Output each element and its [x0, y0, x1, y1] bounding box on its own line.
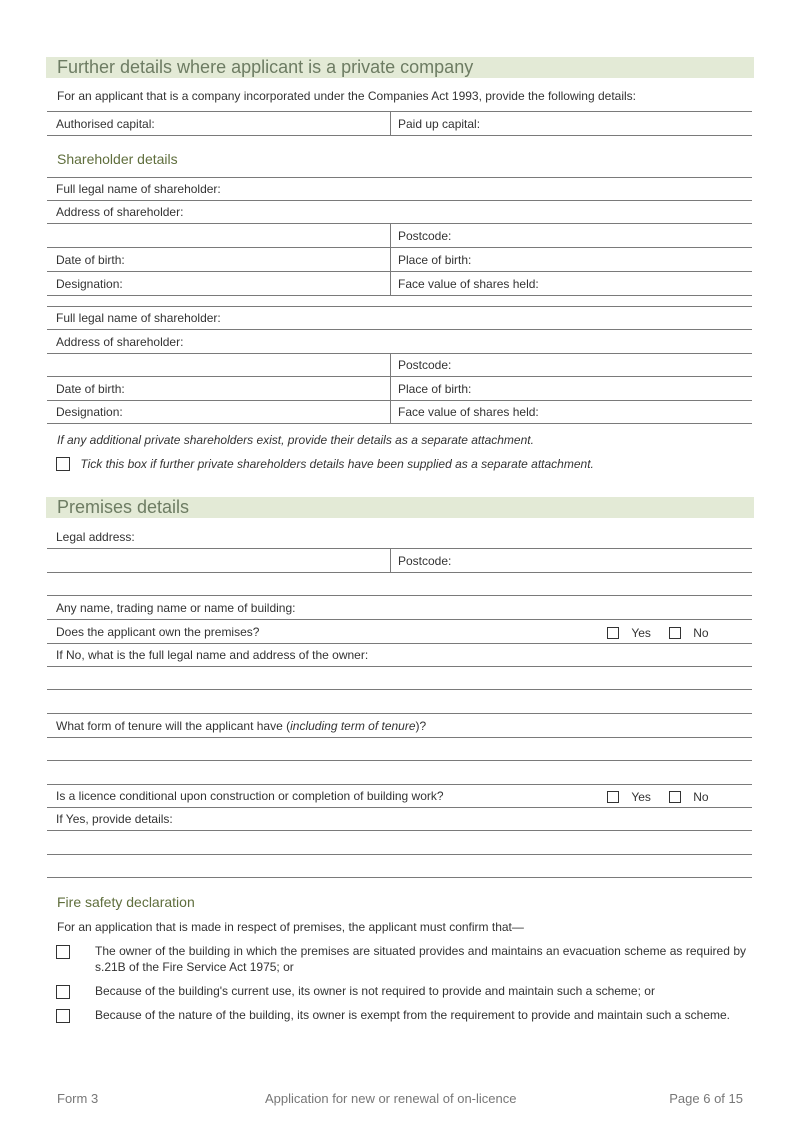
- footer-form: Form 3: [57, 1091, 99, 1106]
- fire-option-1-label: The owner of the building in which the premises are situated provides and maintains an evacuation scheme as required by s.21B of the Fire Service Act 1975; or: [95, 944, 746, 974]
- licence-conditional-no-checkbox[interactable]: [669, 791, 681, 803]
- field-label: Legal address:: [56, 530, 135, 544]
- field-label: Any name, trading name or name of building:: [56, 601, 296, 615]
- field-label: Full legal name of shareholder:: [56, 311, 221, 325]
- attachment-row: [56, 456, 594, 471]
- field-label: Is a licence conditional upon construction or completion of building work?: [56, 789, 444, 803]
- blank-line[interactable]: [47, 690, 752, 714]
- field-label: Address of shareholder:: [56, 335, 184, 349]
- shareholder-1-designation-field[interactable]: Designation:: [56, 277, 123, 291]
- fire-option-3-label: Because of the nature of the building, its owner is exempt from the requirement to provide and maintain such a scheme.: [95, 1008, 731, 1022]
- legal-address-field[interactable]: [47, 525, 752, 549]
- shareholder-2-name-field[interactable]: [47, 306, 752, 330]
- tenure-label-italic: including term of tenure: [290, 719, 416, 733]
- licence-conditional-row: [47, 785, 752, 808]
- additional-shareholders-note: If any additional private shareholders exist, provide their details as a separate attachment.: [57, 433, 534, 447]
- section-title-premises: Premises details: [46, 497, 754, 518]
- blank-line[interactable]: [47, 573, 752, 596]
- fire-safety-intro: For an application that is made in respect of premises, the applicant must confirm that—: [57, 920, 524, 934]
- field-label: If No, what is the full legal name and address of the owner:: [56, 648, 369, 662]
- fire-option-1: [56, 943, 746, 975]
- blank-line[interactable]: [47, 667, 752, 690]
- blank-line[interactable]: [47, 831, 752, 855]
- shareholder-1-birth-row: [47, 248, 752, 272]
- section-title-company: Further details where applicant is a private company: [46, 57, 754, 78]
- attachment-checkbox[interactable]: [56, 457, 70, 471]
- shareholder-1-shares-row: [47, 272, 752, 296]
- paid-up-capital-field[interactable]: Paid up capital:: [398, 117, 481, 131]
- shareholder-heading: Shareholder details: [57, 151, 178, 167]
- shareholder-1-address-field[interactable]: [47, 201, 752, 224]
- shareholder-2-pob-field[interactable]: Place of birth:: [398, 382, 472, 396]
- tenure-label-end: )?: [415, 719, 427, 733]
- field-label: [56, 719, 426, 733]
- shareholder-1-name-field[interactable]: [47, 177, 752, 201]
- own-premises-row: [47, 620, 752, 644]
- attachment-label: Tick this box if further private shareholders details have been supplied as a separate attachment.: [80, 456, 594, 471]
- fire-option-3-checkbox[interactable]: [56, 1009, 70, 1023]
- fire-option-3: [56, 1007, 746, 1023]
- blank-line[interactable]: [47, 855, 752, 878]
- trading-name-field[interactable]: [47, 596, 752, 620]
- footer-page-number: Page 6 of 15: [669, 1091, 743, 1106]
- yes-label: Yes: [631, 626, 651, 640]
- shareholder-1-address-row[interactable]: [47, 224, 752, 248]
- shareholder-2-dob-field[interactable]: Date of birth:: [56, 382, 125, 396]
- if-yes-details-field[interactable]: [47, 808, 752, 831]
- fire-option-2-checkbox[interactable]: [56, 985, 70, 999]
- footer-title: Application for new or renewal of on-licence: [265, 1091, 517, 1106]
- shareholder-1-postcode-field[interactable]: Postcode:: [398, 229, 452, 243]
- fire-option-2-label: Because of the building's current use, its owner is not required to provide and maintain such a scheme; or: [95, 984, 655, 998]
- shareholder-1-dob-field[interactable]: Date of birth:: [56, 253, 125, 267]
- fire-option-2: [56, 983, 746, 999]
- blank-line[interactable]: [47, 761, 752, 785]
- shareholder-1-face-value-field[interactable]: Face value of shares held:: [398, 277, 539, 291]
- shareholder-2-birth-row: [47, 377, 752, 401]
- no-label: No: [693, 790, 709, 804]
- no-label: No: [693, 626, 709, 640]
- field-label: If Yes, provide details:: [56, 812, 173, 826]
- shareholder-2-postcode-field[interactable]: Postcode:: [398, 358, 452, 372]
- licence-conditional-yes-checkbox[interactable]: [607, 791, 619, 803]
- fire-option-1-checkbox[interactable]: [56, 945, 70, 959]
- blank-line[interactable]: [47, 738, 752, 761]
- authorised-capital-field[interactable]: Authorised capital:: [56, 117, 155, 131]
- field-label: Address of shareholder:: [56, 205, 184, 219]
- fire-safety-heading: Fire safety declaration: [57, 894, 195, 910]
- tenure-label: What form of tenure will the applicant have (: [56, 719, 291, 733]
- yes-label: Yes: [631, 790, 651, 804]
- premises-postcode-field[interactable]: Postcode:: [398, 554, 452, 568]
- shareholder-2-shares-row: [47, 401, 752, 424]
- field-label: Full legal name of shareholder:: [56, 182, 221, 196]
- own-premises-yes-checkbox[interactable]: [607, 627, 619, 639]
- company-intro: For an applicant that is a company incorporated under the Companies Act 1993, provide the following details:: [57, 89, 637, 103]
- tenure-field[interactable]: [47, 714, 752, 738]
- shareholder-2-face-value-field[interactable]: Face value of shares held:: [398, 405, 539, 419]
- owner-details-field[interactable]: [47, 644, 752, 667]
- shareholder-2-address-row[interactable]: [47, 354, 752, 377]
- own-premises-no-checkbox[interactable]: [669, 627, 681, 639]
- capital-row: [47, 111, 752, 136]
- shareholder-2-address-field[interactable]: [47, 330, 752, 354]
- shareholder-2-designation-field[interactable]: Designation:: [56, 405, 123, 419]
- legal-address-row[interactable]: [47, 549, 752, 573]
- shareholder-1-pob-field[interactable]: Place of birth:: [398, 253, 472, 267]
- field-label: Does the applicant own the premises?: [56, 625, 260, 639]
